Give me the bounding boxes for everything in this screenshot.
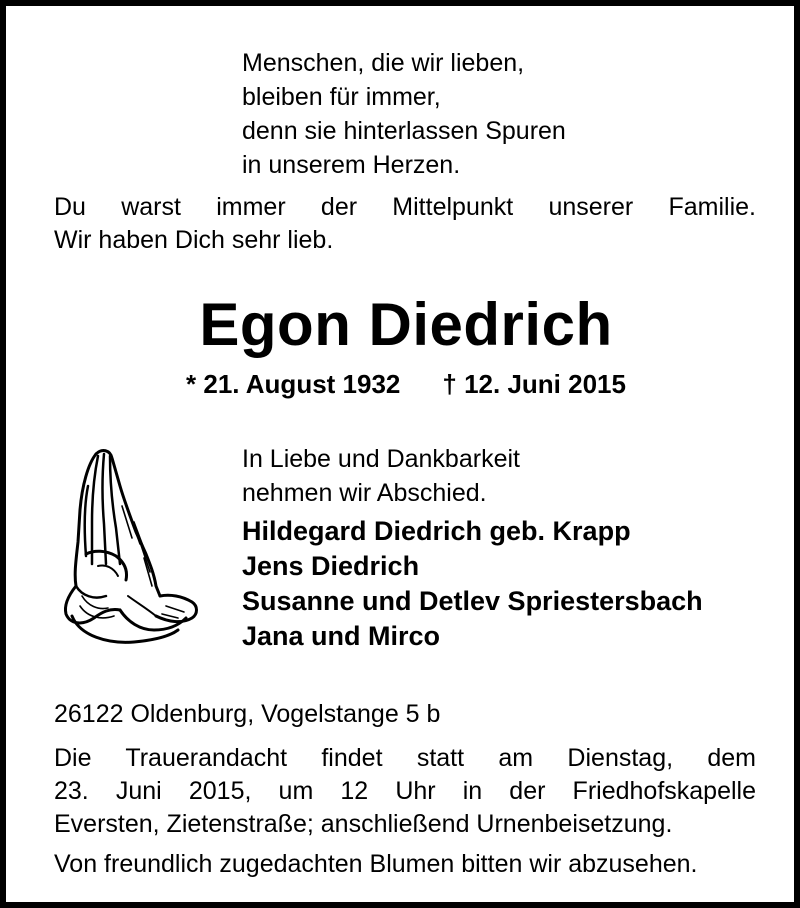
service-line: Eversten, Zietenstraße; anschließend Urnenbeisetzung. bbox=[54, 810, 673, 838]
poem-line: bleiben für immer, bbox=[242, 83, 441, 111]
farewell-line: In Liebe und Dankbarkeit bbox=[242, 445, 520, 473]
service-line: 23. Juni 2015, um 12 Uhr in der Friedhofskapelle bbox=[54, 777, 756, 805]
mourner-name: Jana und Mirco bbox=[242, 621, 441, 651]
farewell-text bbox=[242, 442, 520, 510]
deceased-name: Egon Diedrich bbox=[199, 291, 613, 358]
mourners-list bbox=[242, 514, 703, 654]
poem-line: Menschen, die wir lieben, bbox=[242, 49, 525, 77]
mourner-name: Susanne und Detlev Spriestersbach bbox=[242, 586, 703, 616]
family-message bbox=[54, 191, 756, 257]
flowers-note: Von freundlich zugedachten Blumen bitten wir abzusehen. bbox=[54, 850, 698, 878]
family-message-line: Wir haben Dich sehr lieb. bbox=[54, 226, 334, 254]
poem-line: denn sie hinterlassen Spuren bbox=[242, 117, 566, 145]
mourner-name: Hildegard Diedrich geb. Krapp bbox=[242, 516, 631, 546]
farewell-line: nehmen wir Abschied. bbox=[242, 479, 487, 507]
family-address: 26122 Oldenburg, Vogelstange 5 b bbox=[54, 700, 441, 728]
life-dates bbox=[6, 367, 800, 401]
service-details bbox=[54, 742, 756, 841]
birth-date: * 21. August 1932 bbox=[186, 369, 401, 399]
death-date: † 12. Juni 2015 bbox=[442, 369, 626, 399]
service-line: Die Trauerandacht findet statt am Dienstag, dem bbox=[54, 744, 756, 772]
family-message-line: Du warst immer der Mittelpunkt unserer Familie. bbox=[54, 193, 756, 221]
memorial-poem bbox=[242, 46, 566, 182]
praying-hands-icon bbox=[58, 446, 200, 646]
poem-line: in unserem Herzen. bbox=[242, 151, 461, 179]
mourner-name: Jens Diedrich bbox=[242, 551, 420, 581]
